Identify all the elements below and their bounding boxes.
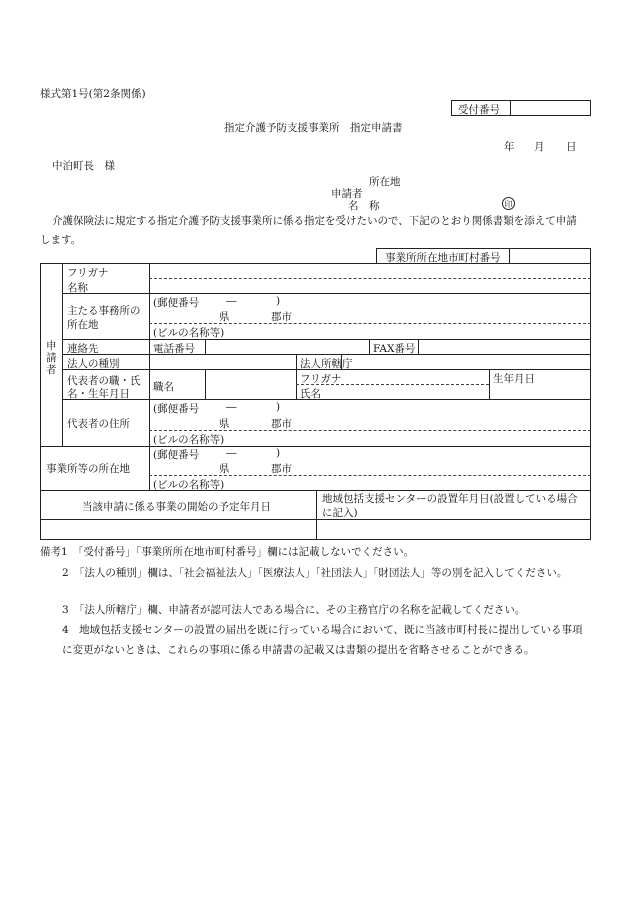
receipt-number-label: 受付番号 [458,104,500,116]
date-year: 年 [504,141,515,153]
applicant-side-label: 申請者 [46,340,57,376]
row-line-2 [62,339,591,340]
position-label: 職名 [153,381,174,393]
note-1: 備考1 「受付番号」「事業所所在地市町村番号」欄には記載しないでください。 [40,546,415,558]
fax-divider-left [369,339,370,354]
rep-label-2: 名・生年月日 [67,388,130,400]
rep-postal-dash: ― [226,401,237,413]
main-office-label-2: 所在地 [67,319,99,331]
building-label: (ビルの名称等) [153,327,225,339]
rep-city-label: 郡市 [271,418,292,430]
phone-divider [205,339,206,354]
label-col-line-2 [149,446,150,490]
furigana-dash-line [149,278,591,279]
rep-building-label: (ビルの名称等) [153,434,225,446]
receipt-number-box [451,100,591,116]
date-col-divider [316,490,317,540]
city-label: 郡市 [271,311,292,323]
postal-close: ) [276,295,281,307]
date-day: 日 [566,141,577,153]
rep-prefecture-label: 県 [219,418,230,430]
corp-authority-label: 法人所轄庁 [300,358,353,370]
rep-postal-label: (郵便番号 [153,403,200,415]
furigana-label: フリガナ [67,267,109,279]
postal-dash: ― [226,295,237,307]
fax-label: FAX番号 [373,343,416,355]
corp-divider-right [341,354,342,369]
name-row-label: 名称 [67,282,88,294]
row-line-6 [40,446,591,447]
date-month: 月 [534,141,545,153]
main-office-label-1: 主たる事務所の [67,305,141,317]
row-line-1 [62,293,591,294]
fax-divider-right [418,339,419,354]
office-municipality-number-box [376,248,591,264]
center-date-label-1: 地域包括支援センターの設置年月日(設置している場合 [322,493,578,505]
name-label: 名 称 [348,200,380,212]
address-label: 所在地 [369,176,401,188]
position-divider [205,369,206,399]
row-line-8 [40,519,591,520]
prefecture-label: 県 [219,311,230,323]
start-date-label: 当該申請に係る事業の開始の予定年月日 [82,501,271,513]
addressee: 中泊町長 様 [52,160,115,172]
birth-label: 生年月日 [493,373,535,385]
row-line-5 [62,399,591,400]
intro-line-2: します。 [40,234,82,246]
rep-name-label: 氏名 [300,388,321,400]
center-date-label-2: に記入) [322,507,358,519]
form-number: 様式第1号(第2条関係) [40,88,146,100]
office-prefecture-label: 県 [219,463,230,475]
rep-label-1: 代表者の職・氏 [67,375,141,387]
note-4: 4 地域包括支援センターの設置の届出を既に行っている場合において、既に当該市町村長に提出している事項に変更がないときは、これらの事項に係る申請書の記載又は書類の提出を省略させることができる。 [62,624,583,656]
office-building-label: (ビルの名称等) [153,479,225,491]
applicant-label: 申請者 [331,188,363,200]
office-postal-dash: ― [226,447,237,459]
row-line-3 [62,354,591,355]
office-postal-label: (郵便番号 [153,449,200,461]
rep-building-dash-line [149,430,591,431]
rep-postal-close: ) [276,401,281,413]
office-postal-close: ) [276,447,281,459]
phone-label: 電話番号 [153,343,195,355]
building-dash-line [149,323,591,324]
office-municipality-number-label: 事業所所在地市町村番号 [385,252,501,264]
note-2: 2 「法人の種別」欄は、「社会福祉法人」「医療法人」「社団法人」「財団法人」等の別を記入してください。 [62,567,568,579]
intro-line-1: 介護保険法に規定する指定介護予防支援事業所に係る指定を受けたいので、下記のとおり関係書類を添えて申請 [52,215,577,227]
corp-type-label: 法人の種別 [67,358,120,370]
page-title: 指定介護予防支援事業所 指定申請書 [224,122,403,134]
seal-mark: 印 [502,197,515,210]
postal-label: (郵便番号 [153,297,200,309]
office-building-dash-line [149,475,591,476]
rep-furigana-label: フリガナ [300,373,342,385]
birth-divider [489,369,490,399]
rep-address-label: 代表者の住所 [67,418,130,430]
office-city-label: 郡市 [271,463,292,475]
municipality-divider [509,249,510,263]
row-line-4 [62,369,591,370]
rep-furigana-dash-line [296,384,489,385]
contact-label: 連絡先 [67,343,99,355]
office-location-label: 事業所等の所在地 [46,463,130,475]
note-3: 3 「法人所轄庁」欄、申請者が認可法人である場合に、その主務官庁の名称を記載してください。 [62,604,526,616]
corp-divider-left [296,354,297,369]
receipt-divider [510,101,511,115]
